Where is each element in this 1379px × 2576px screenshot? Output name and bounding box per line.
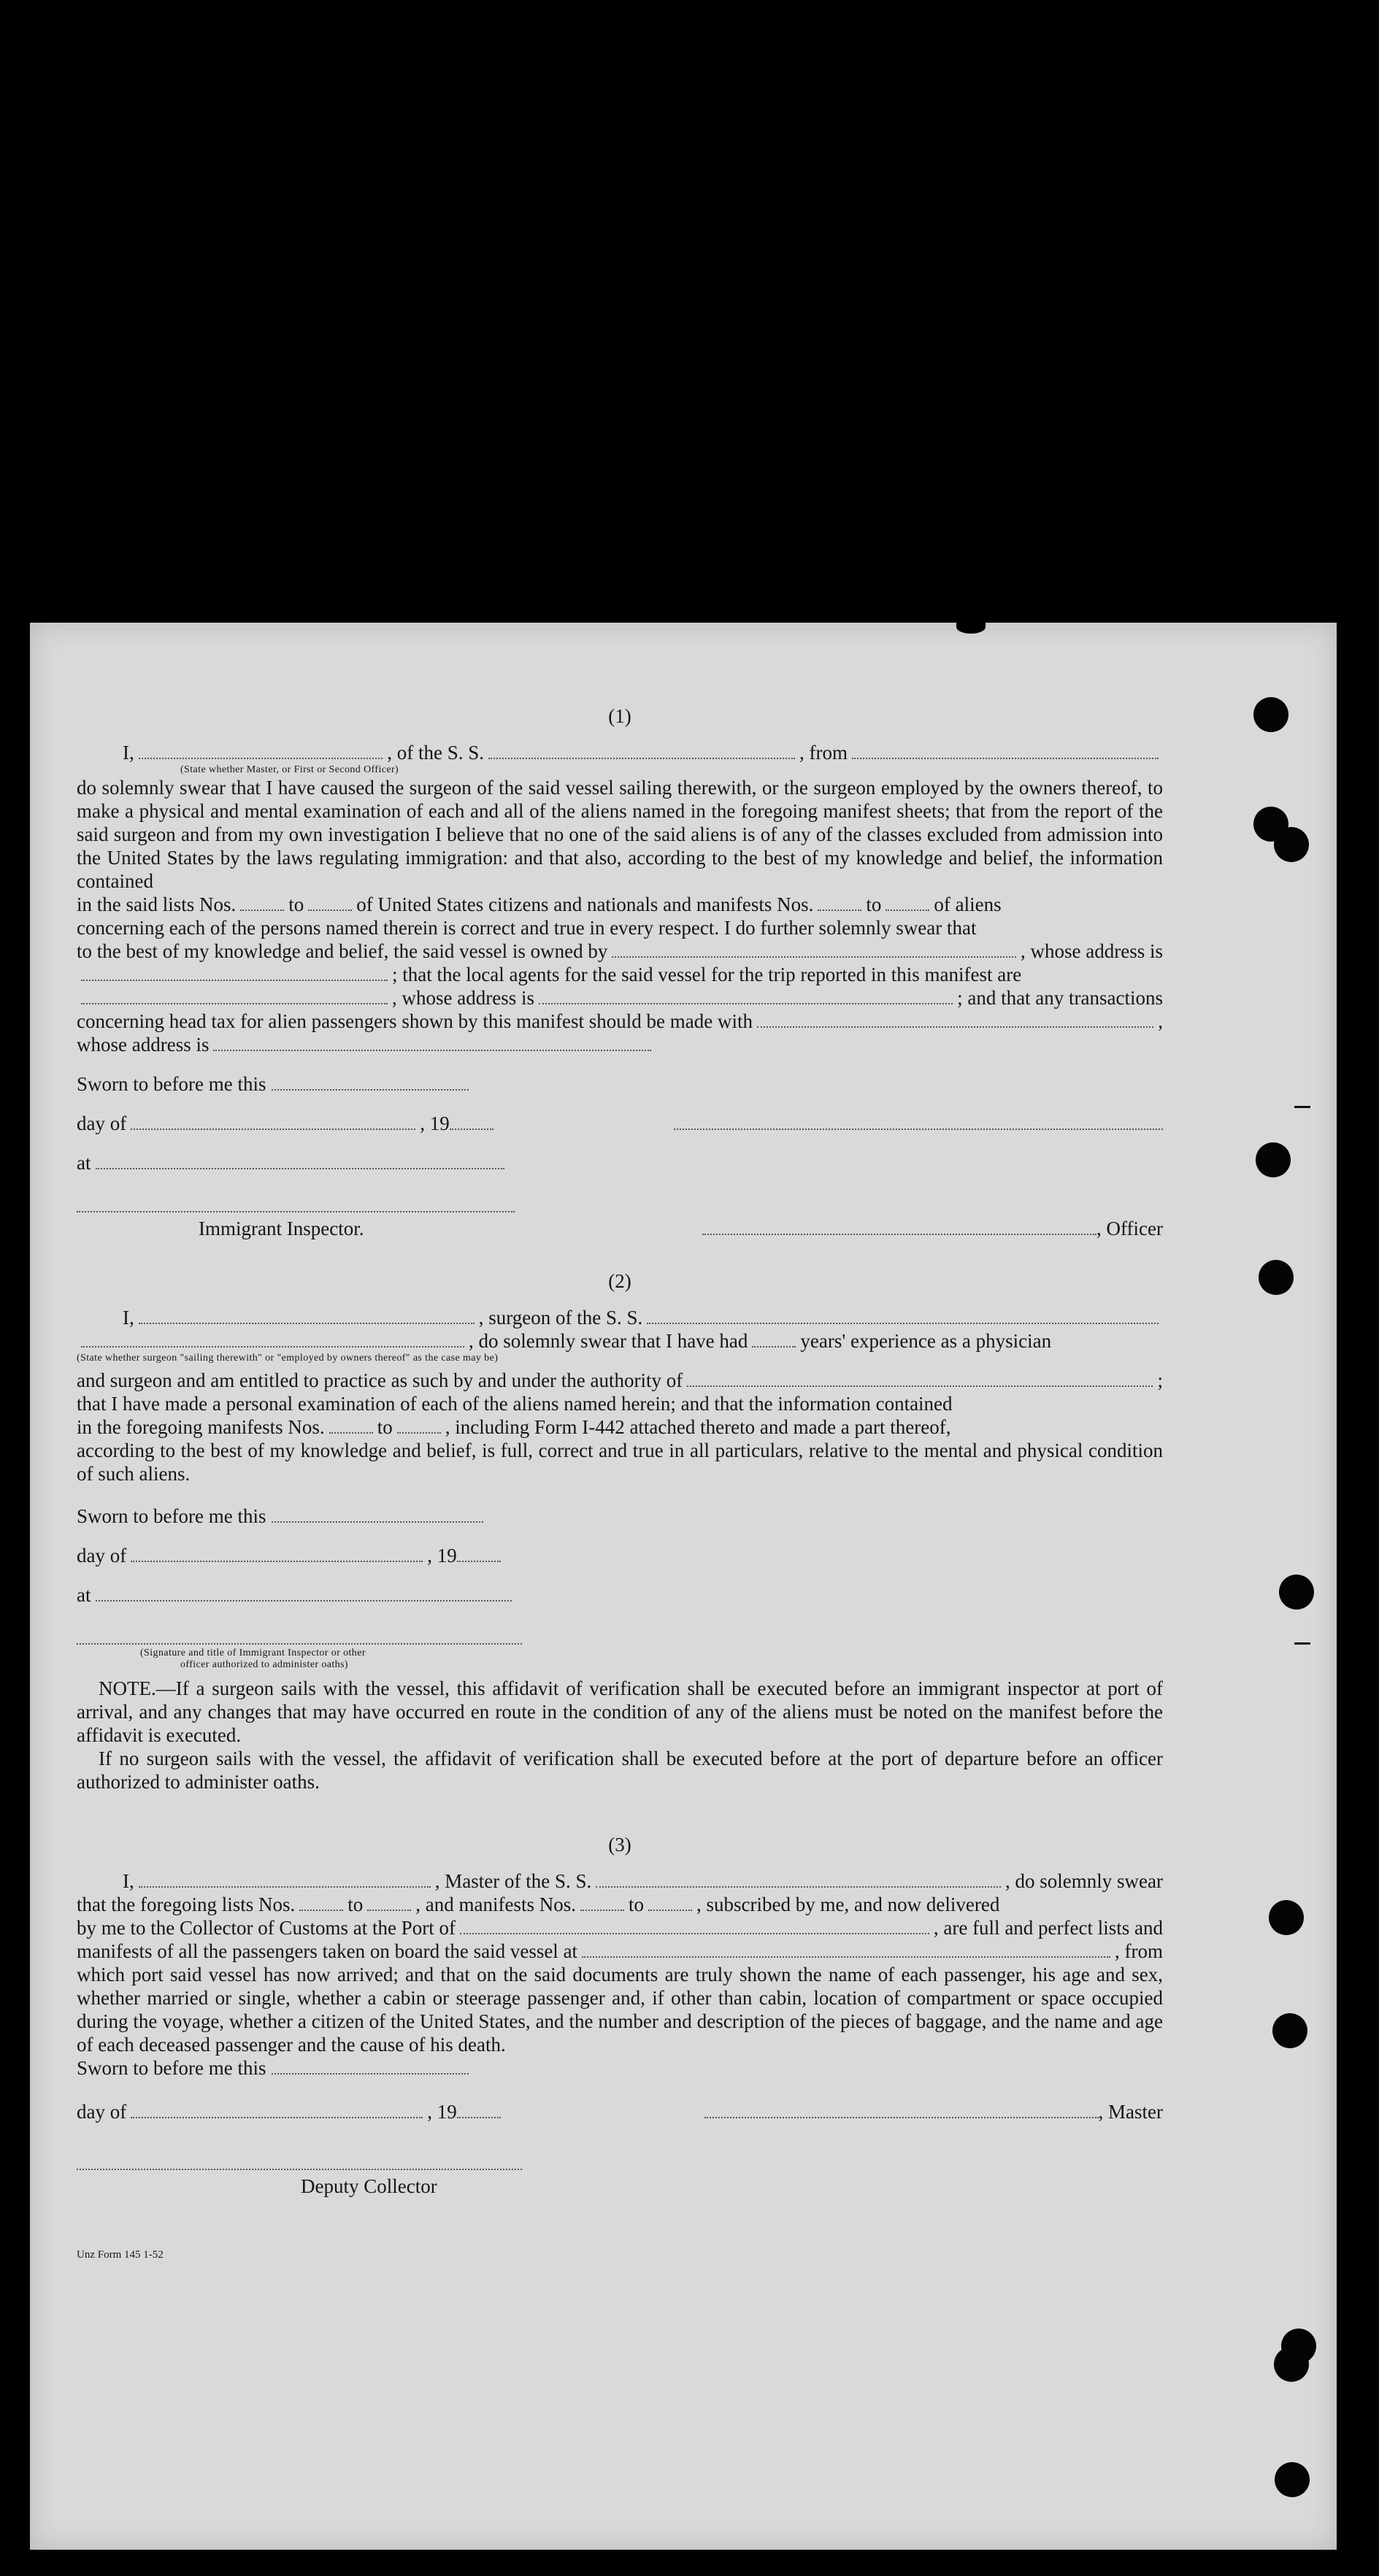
sec1-agents-line — [77, 963, 1163, 986]
departure-port-blank — [582, 1940, 1110, 1958]
punch-hole — [1272, 2013, 1307, 2048]
officer-label: , Officer — [1096, 1218, 1163, 1239]
master-label: , Master — [1098, 2101, 1163, 2123]
label-semicolon: ; — [1157, 1369, 1163, 1391]
sec1-first-line — [77, 741, 1163, 764]
agent-address-blank — [539, 987, 953, 1004]
sec3-day-row — [77, 2100, 1163, 2123]
label-day-of: day of — [77, 1112, 127, 1134]
label-taken-aboard: manifests of all the passengers taken on board the said vessel at — [77, 1940, 578, 1962]
label-whose-address: , whose address is — [1021, 940, 1163, 962]
label-local-agents: ; that the local agents for the said vessel for the trip reported in this manifest are — [392, 964, 1022, 985]
inspector-signature-blank — [77, 1629, 522, 1645]
section-3-number: (3) — [608, 1834, 631, 1856]
officer-signature-blank — [674, 1114, 1163, 1130]
agents-blank — [81, 987, 388, 1004]
label-whose-address: , whose address is — [392, 987, 534, 1009]
name-blank — [139, 742, 383, 759]
day-blank — [131, 2102, 423, 2118]
year-blank — [457, 2102, 501, 2118]
years-blank — [752, 1330, 796, 1347]
year-blank — [457, 1546, 501, 1562]
list-from-blank — [240, 893, 284, 911]
surgeon-caption: (State whether surgeon "sailing therewith" or "employed by owners thereof" as the case may be) — [77, 1353, 499, 1364]
label-from: , from — [1115, 1940, 1163, 1962]
edge-tick — [1294, 1106, 1310, 1108]
label-comma: , — [1158, 1010, 1163, 1032]
label-sworn: Sworn to before me this — [77, 1073, 266, 1095]
label-i: I, — [123, 1307, 134, 1329]
deputy-collector-label: Deputy Collector — [301, 2175, 437, 2197]
sec1-signature-row — [77, 1196, 1163, 1212]
sec2-manifests-line — [77, 1415, 1163, 1439]
sec2-authority-line — [77, 1369, 1163, 1392]
list-to-blank — [308, 893, 352, 911]
sec2-first-line — [77, 1306, 1163, 1329]
vessel-blank — [488, 742, 795, 759]
sec2-day-row — [77, 1544, 1163, 1567]
sec1-agent-address-line — [77, 986, 1163, 1010]
label-subscribed: , subscribed by me, and now delivered — [696, 1893, 1000, 1915]
sec1-day-row — [77, 1112, 1163, 1135]
label-year: , 19 — [427, 2101, 457, 2123]
label-from: , from — [799, 742, 848, 764]
page-notch — [956, 620, 986, 634]
label-form-i442: , including Form I-442 attached thereto and made a part thereof, — [445, 1416, 951, 1438]
label-of-ss: , of the S. S. — [387, 742, 485, 764]
punch-hole — [1274, 827, 1309, 862]
sworn-blank — [272, 1074, 469, 1091]
sec3-taken-line — [77, 1939, 1163, 1963]
signature-caption-line-2: officer authorized to administer oaths) — [180, 1659, 348, 1670]
sec1-paragraph-1: do solemnly swear that I have caused the surgeon of the said vessel sailing therewith, or the surgeon employed by the owners thereof, to make a physical and mental examination of each and all of the aliens named in the foregoing manifest sheets; that from the report of the said surgeon and from my own investigation I believe that no one of the said aliens is of any of the classes excluded from admission into the United States by the laws regulating immigration: and that also, according to the best of my knowledge and belief, the information contained — [77, 777, 1163, 892]
label-citizens-manifests: of United States citizens and nationals and manifests Nos. — [356, 893, 814, 915]
year-blank — [450, 1114, 493, 1130]
label-years-experience: years' experience as a physician — [800, 1330, 1052, 1352]
label-i: I, — [123, 1870, 134, 1892]
sec3-first-line — [77, 1869, 1163, 1893]
surgeon-vessel-blank — [647, 1307, 1159, 1324]
form-content — [77, 704, 1163, 2267]
label-lists-nos: in the said lists Nos. — [77, 893, 237, 915]
at-blank — [96, 1585, 512, 1602]
master-signature-blank — [704, 2102, 1099, 2118]
note-paragraph-1: NOTE.—If a surgeon sails with the vessel, this affidavit of verification shall be executed before an immigrant inspector at port of arrival, and any changes that may have occurred en route in the condition of any of the aliens must be noted on the manifest before the affidavit is executed. — [77, 1677, 1163, 1746]
manifest-from-blank — [329, 1416, 373, 1434]
headtax-address-blank — [213, 1034, 651, 1051]
sec3-lists-line — [77, 1893, 1163, 1916]
list-from-blank — [299, 1893, 343, 1911]
label-master-of: , Master of the S. S. — [434, 1870, 592, 1892]
immigrant-inspector-label: Immigrant Inspector. — [199, 1218, 364, 1239]
manifest-from-blank — [818, 893, 861, 911]
section-2-number: (2) — [608, 1270, 631, 1292]
label-sworn: Sworn to before me this — [77, 1505, 266, 1527]
owner-address-blank — [81, 964, 388, 981]
sec1-lists-line — [77, 893, 1163, 916]
label-year: , 19 — [420, 1112, 450, 1134]
manifest-to-blank — [886, 893, 929, 911]
label-year: , 19 — [427, 1545, 457, 1566]
authority-blank — [687, 1369, 1153, 1387]
port-blank — [460, 1917, 929, 1934]
collector-signature-blank — [77, 2154, 522, 2170]
signature-caption-line-1: (Signature and title of Immigrant Inspector or other — [140, 1648, 366, 1658]
manifest-to-blank — [648, 1893, 692, 1911]
section-1-number: (1) — [608, 705, 631, 727]
label-collector: by me to the Collector of Customs at the Port of — [77, 1917, 456, 1939]
sworn-blank — [272, 1507, 483, 1523]
sec1-address-line — [77, 1033, 1163, 1056]
label-authority: and surgeon and am entitled to practice as such by and under the authority of — [77, 1369, 683, 1391]
owner-blank — [612, 940, 1016, 958]
sec1-at-row — [77, 1151, 1163, 1174]
punch-hole — [1256, 1142, 1291, 1177]
label-to: to — [866, 893, 882, 915]
note-paragraph-2: If no surgeon sails with the vessel, the affidavit of verification shall be executed before at the port of departure before an officer authorized to administer oaths. — [77, 1748, 1163, 1793]
day-blank — [131, 1546, 423, 1562]
label-i: I, — [123, 742, 134, 764]
label-manifests-nos: , and manifests Nos. — [415, 1893, 576, 1915]
sec1-headtax-line — [77, 1010, 1163, 1033]
sec1-sworn-row — [77, 1072, 1163, 1096]
sec3-paragraph: which port said vessel has now arrived; and that on the said documents are truly shown the name of each passenger, his age and sex, whether married or single, whether a cabin or steerage passenger and, if other than cabin, location of compartment or space occupied during the voyage, whether a citizen of the United States, and the number and description of the pieces of baggage, and the name and age of each deceased passenger and the cause of his death. — [77, 1964, 1163, 2056]
sec3-sworn-row — [77, 2056, 1163, 2080]
punch-hole — [1253, 697, 1288, 732]
sec1-owner-line — [77, 939, 1163, 963]
headtax-blank — [757, 1010, 1153, 1028]
label-surgeon-of: , surgeon of the S. S. — [478, 1307, 643, 1329]
officer-caption: (State whether Master, or First or Second Officer) — [180, 764, 399, 775]
label-whose-address: whose address is — [77, 1034, 210, 1056]
label-at: at — [77, 1584, 91, 1606]
edge-tick — [1294, 1642, 1310, 1645]
label-to: to — [377, 1416, 393, 1438]
day-blank — [131, 1114, 415, 1130]
label-lists-nos: that the foregoing lists Nos. — [77, 1893, 296, 1915]
label-manifests-nos: in the foregoing manifests Nos. — [77, 1416, 325, 1438]
punch-hole — [1279, 1575, 1314, 1610]
sec3-collector-line — [77, 1916, 1163, 1939]
punch-hole — [1274, 2347, 1309, 2382]
sec2-at-row — [77, 1583, 1163, 1607]
label-transactions: ; and that any transactions — [957, 987, 1163, 1009]
label-head-tax: concerning head tax for alien passengers shown by this manifest should be made with — [77, 1010, 753, 1032]
label-day-of: day of — [77, 1545, 127, 1566]
surgeon-name-blank — [139, 1307, 475, 1324]
from-blank — [852, 742, 1159, 759]
label-to: to — [628, 1893, 644, 1915]
label-swear: , do solemnly swear — [1005, 1870, 1163, 1892]
manifest-from-blank — [580, 1893, 624, 1911]
list-to-blank — [367, 1893, 411, 1911]
inspector-signature-blank — [77, 1196, 515, 1212]
sec2-second-line — [77, 1329, 1163, 1353]
signature-caption — [77, 1648, 1163, 1671]
sec2-signature-row — [77, 1629, 1163, 1645]
punch-hole — [1259, 1260, 1294, 1295]
punch-hole — [1275, 2462, 1310, 2497]
sec1-titles-row — [77, 1217, 1163, 1240]
label-owned-by: to the best of my knowledge and belief, the said vessel is owned by — [77, 940, 608, 962]
manifest-to-blank — [397, 1416, 441, 1434]
sworn-blank — [272, 2058, 469, 2075]
label-sworn: Sworn to before me this — [77, 2057, 266, 2079]
label-day-of: day of — [77, 2101, 127, 2123]
sec2-sworn-row — [77, 1504, 1163, 1528]
label-full-lists: , are full and perfect lists and — [933, 1917, 1163, 1939]
form-number: Unz Form 145 1-52 — [77, 2249, 164, 2261]
sec2-paragraph-2: according to the best of my knowledge and belief, is full, correct and true in all particulars, relative to the mental and physical condition of such aliens. — [77, 1439, 1163, 1485]
sec1-paragraph-2: concerning each of the persons named therein is correct and true in every respect. I do further solemnly swear that — [77, 917, 977, 939]
label-to: to — [288, 893, 304, 915]
officer-title-blank — [702, 1219, 1096, 1235]
label-at: at — [77, 1152, 91, 1174]
label-to: to — [347, 1893, 364, 1915]
master-vessel-blank — [596, 1870, 1001, 1888]
sec2-paragraph-1: that I have made a personal examination of each of the aliens named herein; and that the information contained — [77, 1393, 953, 1415]
sec3-signature-row — [77, 2154, 1163, 2170]
master-name-blank — [139, 1870, 431, 1888]
label-swear-had: , do solemnly swear that I have had — [469, 1330, 748, 1352]
at-blank — [96, 1153, 504, 1169]
punch-hole — [1269, 1900, 1304, 1935]
label-of-aliens: of aliens — [934, 893, 1002, 915]
surgeon-type-blank — [81, 1330, 464, 1347]
